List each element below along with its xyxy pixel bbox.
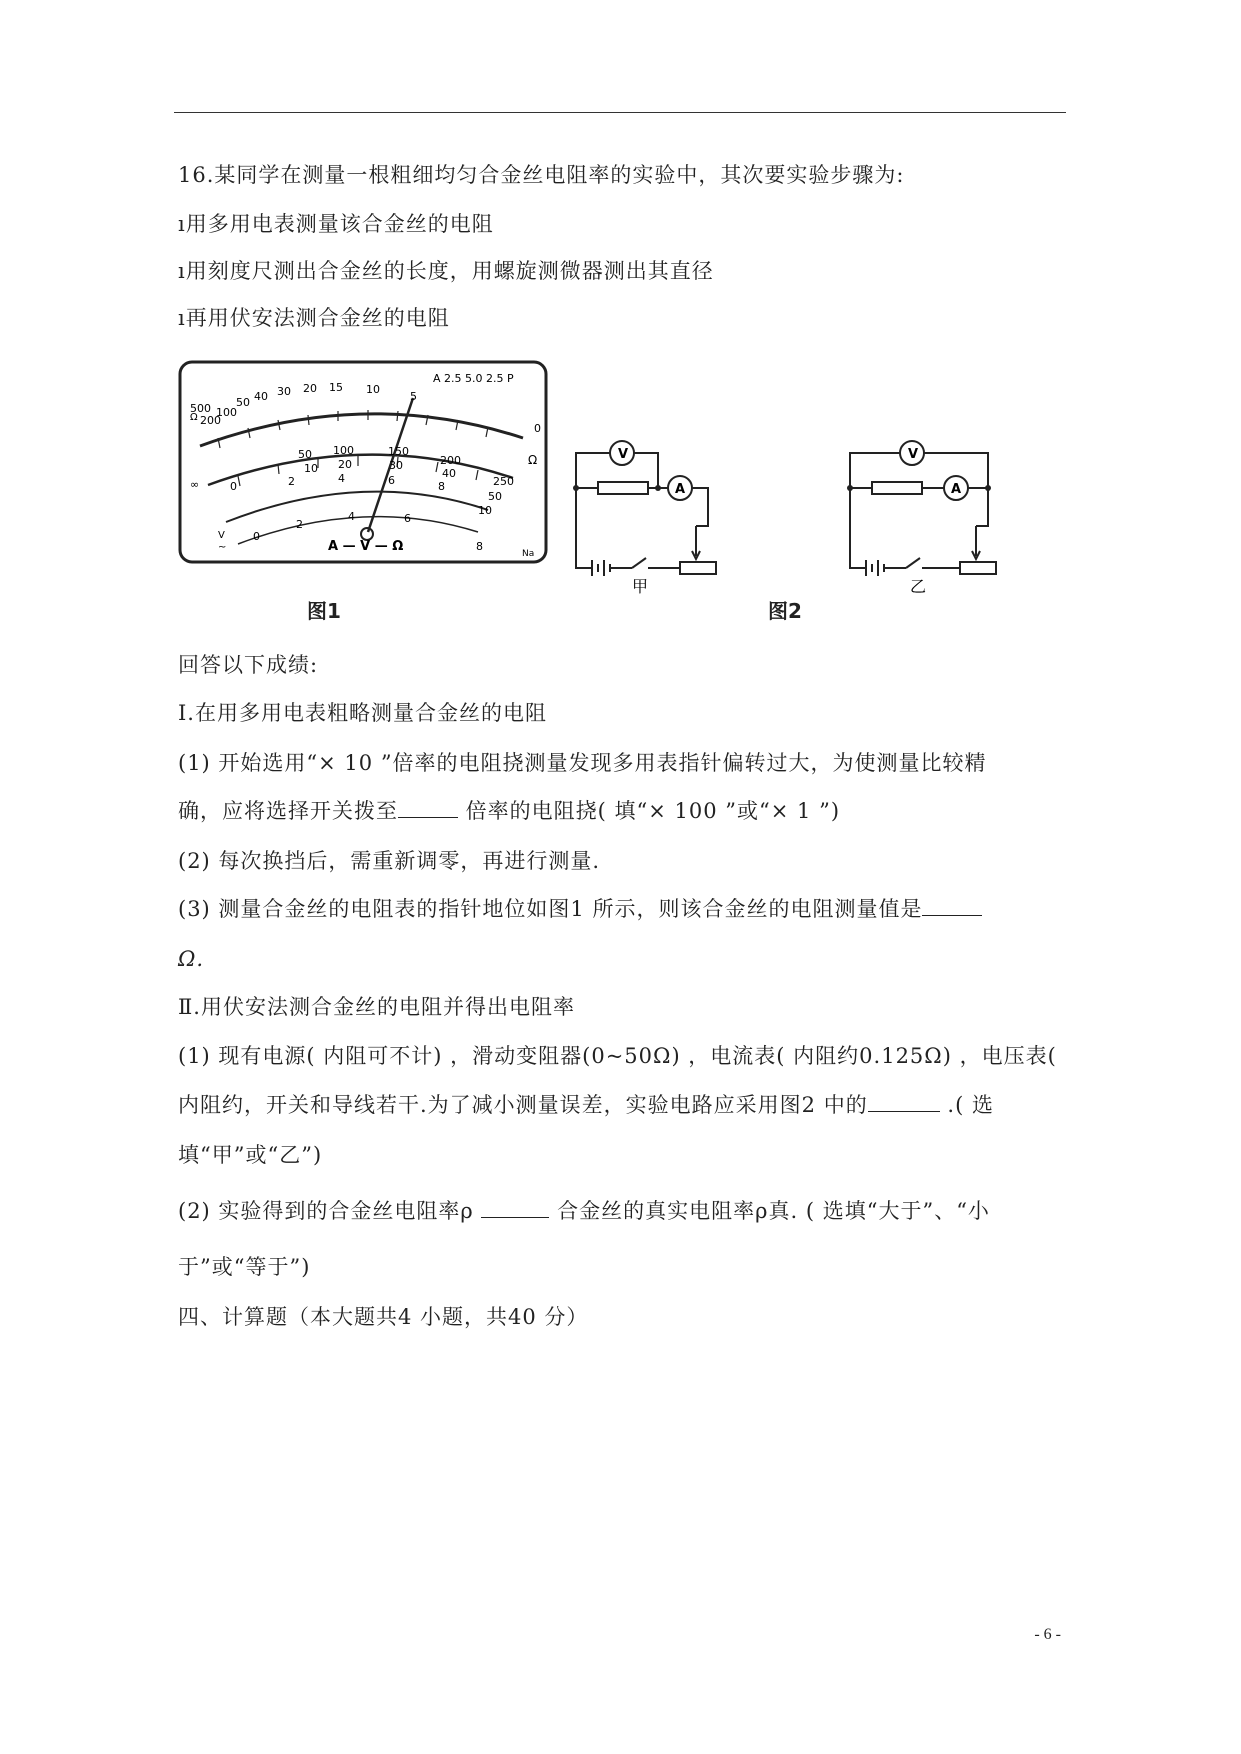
answer-blank-1[interactable] [398, 799, 458, 818]
figure-1-meter [178, 360, 550, 568]
part-1-item-3-unit: Ω. [178, 947, 205, 971]
meter-left-v: V [218, 530, 225, 541]
part-2-item-2: (2) 实验得到的合金丝电阻率ρ 合金丝的真实电阻率ρ真. ( 选填“大于”、“小 [178, 1199, 990, 1223]
meter-corner-label: Na [522, 549, 535, 559]
step-3: ı再用伏安法测合金丝的电阻 [178, 306, 450, 330]
voltmeter-b-label: V [908, 447, 919, 462]
meter-ohm-symbol: Ω [528, 453, 538, 467]
meter-mid-40: 40 [442, 467, 456, 480]
ammeter-a-label: A [675, 482, 686, 497]
meter-left-ohm: Ω [190, 412, 198, 423]
voltmeter-a-label: V [618, 447, 629, 462]
meter-ohm-100: 100 [216, 406, 237, 419]
circuit-a-label: 甲 [632, 577, 649, 596]
part-1-item-1a: (1) 开始选用“× 10 ”倍率的电阻挠测量发现多用表指针偏转过大，为使测量比较精 [178, 751, 987, 775]
meter-ohm-30: 30 [277, 385, 291, 398]
part-2-title: Ⅱ.用伏安法测合金丝的电阻并得出电阻率 [178, 995, 575, 1019]
meter-left-ac: ~ [218, 542, 227, 553]
meter-dc-250: 250 [493, 475, 514, 488]
meter-low-4: 4 [338, 472, 345, 485]
answer-blank-4[interactable] [481, 1199, 549, 1218]
meter-low-10: 10 [478, 504, 492, 517]
part-1-item-3: (3) 测量合金丝的电阻表的指针地位如图1 所示，则该合金丝的电阻测量值是 [178, 896, 982, 922]
meter-header: A 2.5 5.0 2.5 P [433, 372, 514, 385]
meter-bottom-label: A — V — Ω [328, 539, 404, 554]
circuit-b [842, 438, 1012, 598]
answer-blank-3[interactable] [868, 1093, 940, 1112]
meter-mid-50: 50 [488, 490, 502, 503]
meter-inner-0: 0 [253, 530, 260, 543]
meter-low-2: 2 [288, 475, 295, 488]
section-4-heading: 四、计算题（本大题共4 小题，共40 分） [178, 1305, 589, 1329]
meter-mid-10: 10 [304, 462, 318, 475]
meter-low-6: 6 [388, 474, 395, 487]
part-2-item-1c: 填“甲”或“乙”) [178, 1143, 323, 1167]
meter-inner-6: 6 [404, 512, 411, 525]
meter-ohm-5: 5 [410, 390, 417, 403]
meter-dc-200: 200 [440, 454, 461, 467]
figure-2-caption: 图2 [768, 599, 802, 623]
meter-ohm-50: 50 [236, 396, 250, 409]
meter-dc-100: 100 [333, 444, 354, 457]
meter-left-infinity: ∞ [190, 478, 200, 491]
page-number: - 6 - [1034, 1626, 1061, 1643]
figure-1-caption: 图1 [307, 599, 341, 623]
ammeter-b-label: A [951, 482, 962, 497]
part-2-item-2b: 于”或“等于”) [178, 1255, 311, 1279]
part-2-item-1b: 内阻约，开关和导线若干.为了减小测量误差，实验电路应采用图2 中的 .( 选 [178, 1093, 994, 1117]
step-2: ı用刻度尺测出合金丝的长度，用螺旋测微器测出其直径 [178, 259, 714, 283]
meter-low-8: 8 [438, 480, 445, 493]
meter-ohm-10: 10 [366, 383, 380, 396]
header-rule [174, 112, 1066, 113]
part-2-item-1a: (1) 现有电源( 内阻可不计) ，滑动变阻器(0~50Ω) ，电流表( 内阻约0.125Ω) ，电压表( [178, 1044, 1057, 1068]
answer-blank-2[interactable] [922, 897, 982, 916]
meter-ohm-500: 500 [190, 402, 211, 415]
meter-ohm-0: 0 [534, 422, 541, 435]
meter-low-0: 0 [230, 480, 237, 493]
part-1-title: Ⅰ.在用多用电表粗略测量合金丝的电阻 [178, 701, 547, 725]
part-1-item-2: (2) 每次换挡后，需重新调零，再进行测量. [178, 849, 601, 873]
meter-ohm-20: 20 [303, 382, 317, 395]
meter-ohm-200: 200 [200, 414, 221, 427]
meter-ohm-40: 40 [254, 390, 268, 403]
meter-ohm-15: 15 [329, 381, 343, 394]
meter-mid-30: 30 [389, 459, 403, 472]
question-intro: 16.某同学在测量一根粗细均匀合金丝电阻率的实验中，其次要实验步骤为: [178, 163, 905, 187]
meter-inner-4: 4 [348, 510, 355, 523]
meter-dc-150: 150 [388, 445, 409, 458]
circuit-a [568, 438, 728, 598]
part-1-item-1b: 确，应将选择开关拨至 倍率的电阻挠( 填“× 100 ”或“× 1 ”) [178, 799, 841, 823]
meter-inner-2: 2 [296, 518, 303, 531]
step-1: ı用多用电表测量该合金丝的电阻 [178, 212, 494, 236]
prompt-line: 回答以下成绩: [178, 653, 319, 677]
meter-inner-8: 8 [476, 540, 483, 553]
meter-mid-20: 20 [338, 458, 352, 471]
meter-dc-50: 50 [298, 448, 312, 461]
circuit-b-label: 乙 [910, 577, 927, 596]
